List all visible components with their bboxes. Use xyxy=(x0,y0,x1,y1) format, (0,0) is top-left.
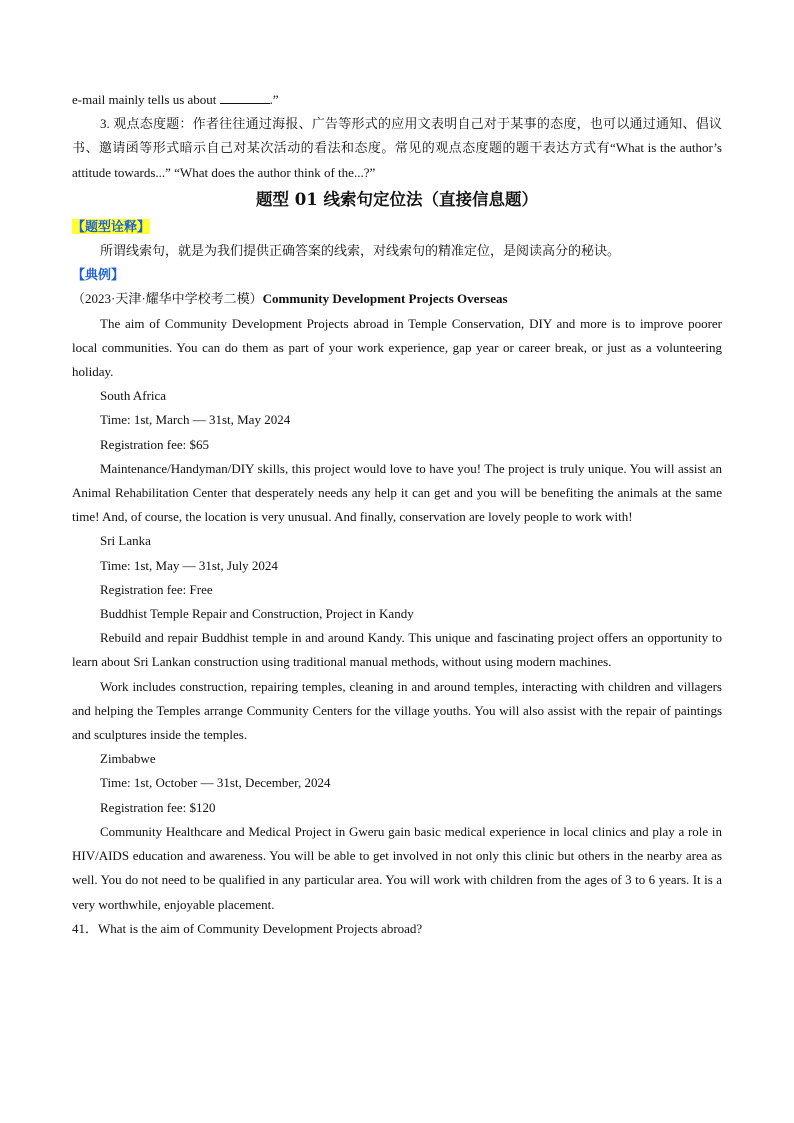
passage-intro: The aim of Community Development Projects abroad in Temple Conservation, DIY and more is to improve poorer local communities. You can do them as part of your work experience, gap year or career break, or just as a volunteering holiday. xyxy=(72,315,722,380)
sri-lanka-project: Buddhist Temple Repair and Construction, Project in Kandy xyxy=(100,606,414,622)
tag-explain: 【题型诠释】 xyxy=(72,218,151,234)
zimbabwe-name: Zimbabwe xyxy=(100,751,156,767)
passage-title: Community Development Projects Overseas xyxy=(262,291,508,307)
section-title: 题型 01 线索句定位法（直接信息题） xyxy=(256,189,538,209)
tag-explain-line xyxy=(72,215,722,239)
sri-lanka-desc-1: Rebuild and repair Buddhist temple in and around Kandy. This unique and fascinating project offers an opportunity to learn about Sri Lankan construction using traditional manual methods, without using modern machines. xyxy=(72,630,722,670)
document-page xyxy=(72,88,722,941)
sri-lanka-name: Sri Lanka xyxy=(100,533,151,549)
intro-continuation: e-mail mainly tells us about .” xyxy=(72,92,279,107)
sri-lanka-fee: Registration fee: Free xyxy=(100,581,213,597)
zimbabwe-fee: Registration fee: $120 xyxy=(100,799,216,815)
source: （2023·天津·耀华中学校考二模） xyxy=(72,291,263,307)
zimbabwe-desc: Community Healthcare and Medical Project in Gweru gain basic medical experience in local clinics and play a role in HIV/AIDS education and awareness. You will be able to get involved in not only this clinic but others in the nearby area as well. You do not need to be qualified in any particular area. You will work with children from the ages of 3 to 6 years. It is a very worthwhile, enjoyable placement. xyxy=(72,823,722,912)
answer-blank xyxy=(220,91,270,104)
sri-lanka-time: Time: 1st, May — 31st, July 2024 xyxy=(100,557,278,573)
zimbabwe-time: Time: 1st, October — 31st, December, 2024 xyxy=(100,775,331,791)
intro-item-3: 3. 观点态度题：作者往往通过海报、广告等形式的应用文表明自己对于某事的态度，也可以通过通知、倡议书、邀请函等形式暗示自己对某次活动的看法和态度。常见的观点态度题的题干表达方式有“What is the author’s attitude towards...” “What does the author think of the...?” xyxy=(72,116,722,180)
south-africa-name: South Africa xyxy=(100,388,167,404)
south-africa-time: Time: 1st, March — 31st, May 2024 xyxy=(100,412,291,428)
tag-example: 【典例】 xyxy=(72,267,125,283)
sri-lanka-desc-2: Work includes construction, repairing temples, cleaning in and around temples, interacting with children and villagers and helping the Temples arrange Community Centers for the village youths. You will also assist with the repair of paintings and sculptures inside the temples. xyxy=(72,678,722,743)
south-africa-fee: Registration fee: $65 xyxy=(100,436,210,452)
explain-text: 所谓线索句，就是为我们提供正确答案的线索，对线索句的精准定位，是阅读高分的秘诀。 xyxy=(100,243,621,259)
south-africa-desc: Maintenance/Handyman/DIY skills, this project would love to have you! The project is truly unique. You will assist an Animal Rehabilitation Center that desperately needs any help it can get and you will be benefiting the animals at the same time! And, of course, the location is very unusual. And finally, conservation are lovely people to work with! xyxy=(72,460,722,525)
question-41: 41．What is the aim of Community Development Projects abroad? xyxy=(72,920,423,936)
tag-example-line xyxy=(72,263,722,287)
source-line xyxy=(72,287,722,311)
